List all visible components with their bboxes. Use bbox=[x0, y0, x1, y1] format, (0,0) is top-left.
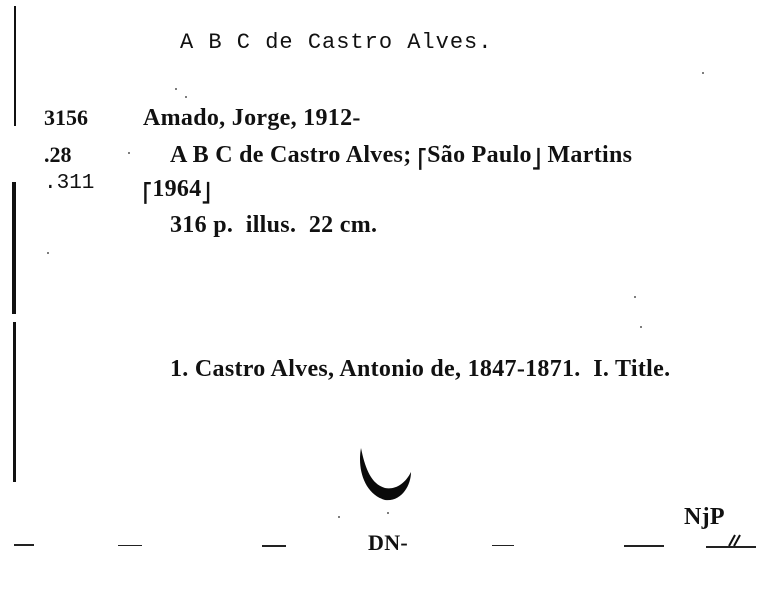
title-statement bbox=[170, 142, 632, 170]
scan-speck bbox=[702, 72, 704, 74]
bottom-rule bbox=[492, 545, 514, 546]
open-bracket: ⎡ bbox=[417, 149, 428, 169]
bottom-rule bbox=[118, 545, 142, 546]
scan-speck bbox=[634, 296, 636, 298]
bottom-rule bbox=[262, 545, 286, 547]
scan-speck bbox=[185, 96, 187, 98]
scan-speck bbox=[387, 512, 389, 514]
bottom-code: DN- bbox=[368, 530, 409, 555]
place-text: São Paulo bbox=[427, 142, 532, 168]
scan-speck bbox=[640, 326, 642, 328]
margin-rule-top bbox=[14, 6, 16, 126]
open-bracket: ⎡ bbox=[143, 183, 153, 203]
margin-rule-bottom bbox=[13, 322, 16, 482]
call-number-line-1: 3156 bbox=[44, 105, 88, 130]
added-title: A B C de Castro Alves. bbox=[180, 30, 493, 55]
call-number-line-3: .311 bbox=[44, 172, 95, 195]
bottom-rule bbox=[624, 545, 664, 547]
bottom-rule bbox=[14, 544, 34, 546]
title-text: A B C de Castro Alves; bbox=[170, 142, 412, 168]
publisher-text: Martins bbox=[547, 142, 633, 168]
scribble-mark bbox=[726, 532, 746, 548]
collation: 316 p. illus. 22 cm. bbox=[170, 212, 378, 238]
tracings: 1. Castro Alves, Antonio de, 1847-1871. I. Title. bbox=[170, 356, 671, 382]
scan-speck bbox=[175, 88, 177, 90]
library-code: NjP bbox=[684, 504, 725, 530]
date-text: 1964 bbox=[152, 176, 202, 202]
author-heading: Amado, Jorge, 1912- bbox=[143, 105, 361, 131]
scan-speck bbox=[338, 516, 340, 518]
scan-speck bbox=[128, 152, 130, 154]
close-bracket: ⎦ bbox=[531, 149, 542, 169]
margin-rule-middle bbox=[12, 182, 16, 314]
publication-date bbox=[143, 176, 211, 204]
close-bracket: ⎦ bbox=[201, 183, 211, 203]
card-hole-mark bbox=[355, 444, 415, 506]
scan-speck bbox=[47, 252, 49, 254]
call-number-line-2: .28 bbox=[44, 142, 72, 167]
